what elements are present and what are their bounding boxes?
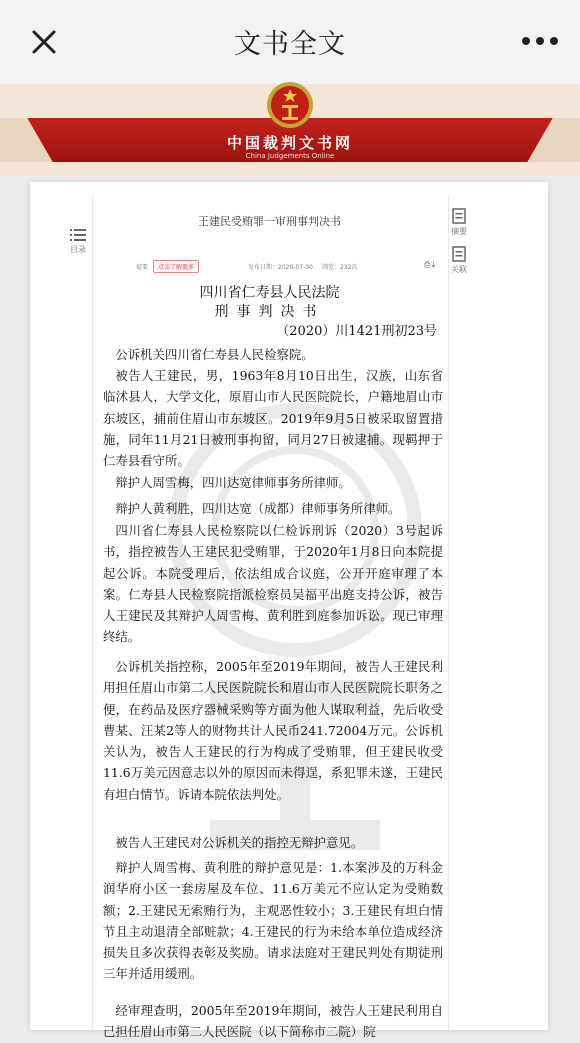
top-nav-bar — [0, 0, 580, 85]
document-meta — [136, 260, 436, 272]
document-paragraph: 辩护人周雪梅、黄利胜的辩护意见是：1.本案涉及的万科金润华府小区一套房屋及车位、11.6万美元不应认定为受贿数额；2.王建民无索贿行为，主观恶性较小；3.王建民有坦白情节且主动退清全部赃款；4.王建民的行为未给本单位造成经济损失且多次获得表彰及奖励。请求法庭对王建民判处有期徒刑三年并适用缓刑。 — [103, 860, 443, 982]
document-paragraph: 被告人王建民对公诉机关的指控无辩护意见。 — [115, 835, 364, 850]
site-name-en: China Judgements Online — [245, 152, 335, 160]
court-name: 四川省仁寿县人民法院 — [199, 285, 340, 301]
court-emblem-icon — [265, 80, 315, 130]
document-paragraph: 辩护人周雪梅，四川达宽律师事务所律师。 — [115, 475, 351, 490]
document-paragraph: 经审理查明，2005年至2019年期间，被告人王建民利用自己担任眉山市第二人民医院（以下简称市二院）院 — [103, 1003, 443, 1040]
document-icon — [452, 246, 466, 262]
toc-label: 目录 — [70, 245, 86, 254]
document-paragraph: 公诉机关四川省仁寿县人民检察院。 — [115, 347, 314, 362]
download-icon[interactable]: ⤓ — [431, 260, 436, 269]
document-type: 刑事判决书 — [214, 304, 325, 320]
meta-prefix: 提要 — [136, 264, 149, 271]
print-icon[interactable]: ⎙ — [424, 260, 432, 269]
site-name: 中国裁判文书网 — [226, 134, 353, 152]
related-label: 关联 — [451, 265, 467, 274]
more-icon[interactable] — [518, 30, 562, 52]
list-icon — [70, 228, 86, 242]
page-title: 文书全文 — [234, 29, 346, 60]
document-paragraph: 被告人王建民，男，1963年8月10日出生，汉族，山东省临沭县人，大学文化，原眉山市人民医院院长，户籍地眉山市东坡区，捕前住眉山市东坡区。2019年9月5日被采取留置措施，同年11月21日被刑事拘留，同月27日被逮捕。现羁押于仁寿县看守所。 — [103, 368, 443, 469]
case-number: （2020）川1421刑初23号 — [276, 324, 437, 339]
toc-button[interactable] — [70, 228, 86, 255]
learn-more-tag[interactable]: 点击了解更多 — [153, 260, 199, 273]
document-header-title: 王建民受贿罪一审刑事判决书 — [198, 215, 341, 228]
summary-button[interactable] — [451, 208, 467, 237]
document-paragraph: 公诉机关指控称，2005年至2019年期间，被告人王建民利用担任眉山市第二人民医院院长和眉山市人民医院院长职务之便，在药品及医疗器械采购等方面为他人谋取利益，先后收受曹某、汪某2等人的财物共计人民币241.72004万元。公诉机关认为，被告人王建民的行为构成了受贿罪，但王建民收受11.6万美元因意志以外的原因而未得逞，系犯罪未遂，王建民有坦白情节。诉请本院依法判处。 — [103, 659, 443, 802]
document-paragraph: 辩护人黄利胜，四川达宽（成都）律师事务所律师。 — [115, 501, 401, 516]
related-button[interactable] — [451, 246, 467, 275]
document-icon — [452, 208, 466, 224]
view-count: 浏览：232次 — [322, 264, 358, 271]
document-paragraph: 四川省仁寿县人民检察院以仁检诉刑诉（2020）3号起诉书，指控被告人王建民犯受贿罪，于2020年1月8日向本院提起公诉。本院受理后，依法组成合议庭，公开开庭审理了本案。仁寿县人民检察院指派检察员吴福平出庭支持公诉，被告人王建民及其辩护人周雪梅、黄利胜到庭参加诉讼。现已审理终结。 — [103, 523, 443, 645]
toolbar-icons[interactable] — [424, 260, 436, 270]
site-banner — [0, 84, 580, 176]
summary-label: 摘要 — [451, 227, 467, 236]
publish-date: 发布日期：2020-07-30 — [248, 264, 313, 271]
